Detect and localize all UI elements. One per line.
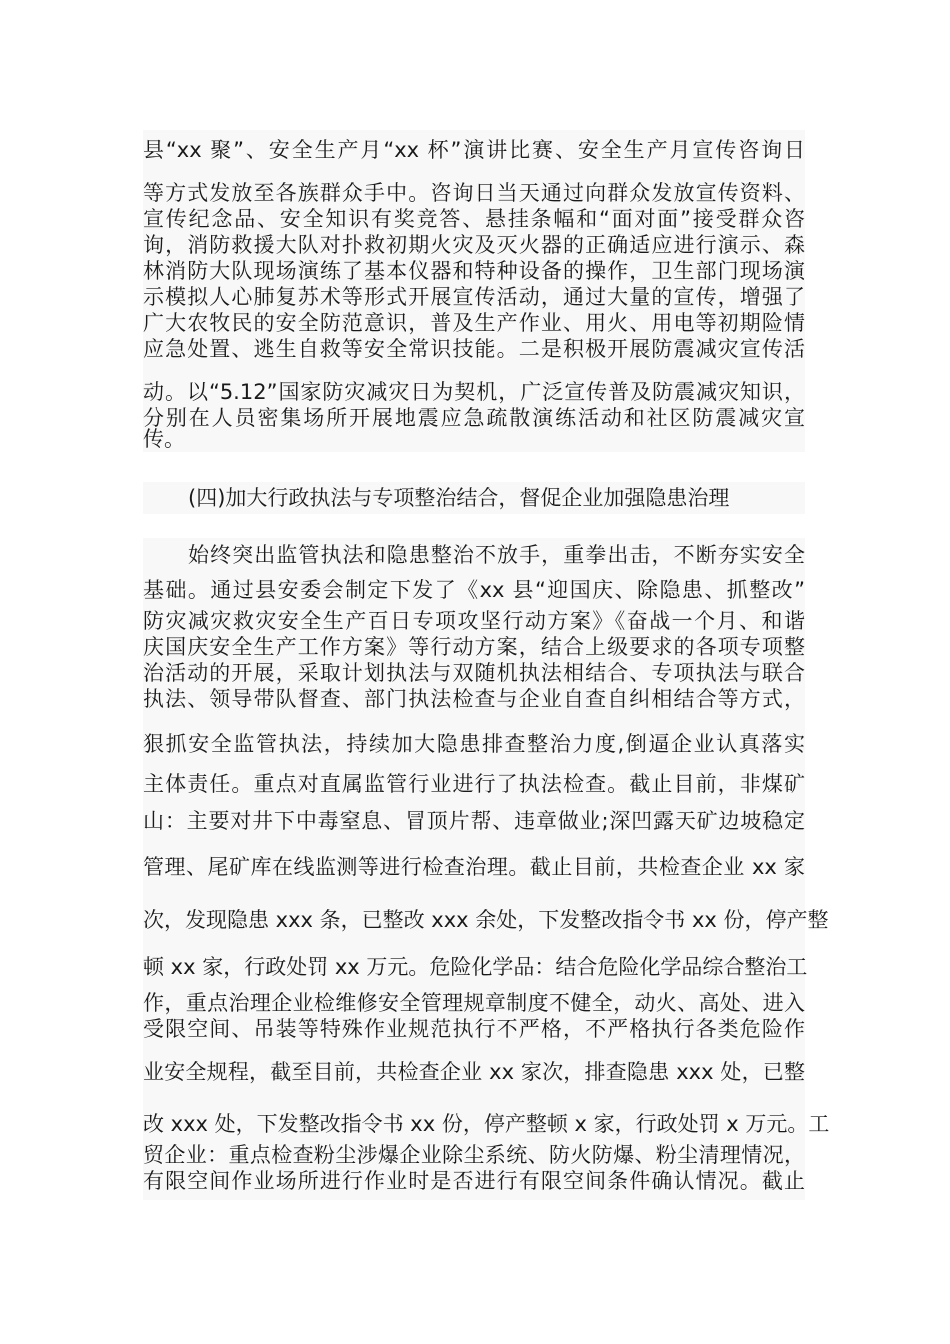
text-line: 改 xxx 处，下发整改指令书 xx 份，停产整顿 x 家，行政处罚 x 万元。工 bbox=[143, 1112, 830, 1136]
text-line: 狠抓安全监管执法，持续加大隐患排查整治力度,倒逼企业认真落实 bbox=[143, 732, 805, 756]
text-line: 执法、领导带队督查、部门执法检查与企业自查自纠相结合等方式， bbox=[143, 687, 805, 711]
text-line: 动。以“5.12”国家防灾减灾日为契机，广泛宣传普及防震减灾知识， bbox=[143, 380, 805, 404]
text-line: 庆国庆安全生产工作方案》等行动方案，结合上级要求的各项专项整 bbox=[143, 635, 805, 659]
text-line: 应急处置、逃生自救等安全常识技能。二是积极开展防震减灾宣传活 bbox=[143, 337, 805, 361]
text-line: 始终突出监管执法和隐患整治不放手，重拳出击，不断夯实安全 bbox=[188, 543, 805, 567]
text-line: 传。 bbox=[143, 427, 185, 451]
text-line: 广大农牧民的安全防范意识，普及生产作业、用火、用电等初期险情 bbox=[143, 311, 805, 335]
text-line: 管理、尾矿库在线监测等进行检查治理。截止目前，共检查企业 xx 家 bbox=[143, 855, 805, 879]
paragraph-block-1 bbox=[143, 130, 805, 452]
section-heading-block bbox=[143, 482, 805, 514]
text-line: 顿 xx 家，行政处罚 xx 万元。危险化学品：结合危险化学品综合整治工 bbox=[143, 955, 808, 979]
text-line: 次，发现隐患 xxx 条，已整改 xxx 余处，下发整改指令书 xx 份，停产整 bbox=[143, 908, 829, 932]
text-line: 主体责任。重点对直属监管行业进行了执法检查。截止目前，非煤矿 bbox=[143, 772, 805, 796]
text-line: 作，重点治理企业检维修安全管理规章制度不健全，动火、高处、进入 bbox=[143, 991, 805, 1015]
text-line: 询，消防救援大队对扑救初期火灾及灭火器的正确适应进行演示、森 bbox=[143, 233, 805, 257]
text-line: 县“xx 聚”、安全生产月“xx 杯”演讲比赛、安全生产月宣传咨询日 bbox=[143, 138, 805, 162]
text-line: 防灾减灾救灾安全生产百日专项攻坚行动方案》《奋战一个月、和谐 bbox=[143, 609, 805, 633]
text-line: 业安全规程，截至目前，共检查企业 xx 家次，排查隐患 xxx 处，已整 bbox=[143, 1060, 805, 1084]
text-line: 贸企业：重点检查粉尘涉爆企业除尘系统、防火防爆、粉尘清理情况， bbox=[143, 1143, 805, 1167]
text-line: 分别在人员密集场所开展地震应急疏散演练活动和社区防震减灾宣 bbox=[143, 406, 805, 430]
section-heading: (四)加大行政执法与专项整治结合，督促企业加强隐患治理 bbox=[188, 486, 730, 510]
text-line: 示模拟人心肺复苏术等形式开展宣传活动，通过大量的宣传，增强了 bbox=[143, 285, 805, 309]
text-line: 山：主要对井下中毒窒息、冒顶片帮、违章做业;深凹露天矿边坡稳定 bbox=[143, 809, 805, 833]
text-line: 受限空间、吊装等特殊作业规范执行不严格，不严格执行各类危险作 bbox=[143, 1017, 805, 1041]
text-line: 基础。通过县安委会制定下发了《xx 县“迎国庆、除隐患、抓整改” bbox=[143, 578, 805, 602]
text-line: 等方式发放至各族群众手中。咨询日当天通过向群众发放宣传资料、 bbox=[143, 181, 805, 205]
text-line: 宣传纪念品、安全知识有奖竞答、悬挂条幅和“面对面”接受群众咨 bbox=[143, 207, 805, 231]
text-line: 有限空间作业场所进行作业时是否进行有限空间条件确认情况。截止 bbox=[143, 1169, 805, 1193]
text-line: 林消防大队现场演练了基本仪器和特种设备的操作，卫生部门现场演 bbox=[143, 259, 805, 283]
text-line: 治活动的开展，采取计划执法与双随机执法相结合、专项执法与联合 bbox=[143, 661, 805, 685]
paragraph-block-2 bbox=[143, 538, 830, 1200]
